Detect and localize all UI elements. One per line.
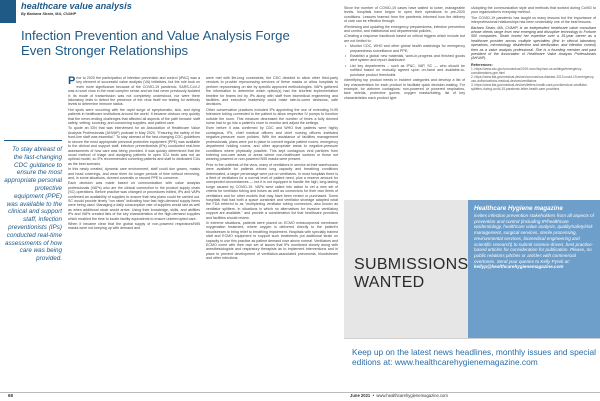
paragraph: When it became clear that the global supply of non-powered respirators/N95 masks were not keeping up with demand and bbox=[68, 222, 200, 231]
paragraph: •Identifying top product needs in incident categories and develop a list of key characteristics for each product to facilitate quick decision-making. For example, for airborne contagions: non-powered or powered respirators, face shields, protective gowns, oxygen masks/tubing, list of key characteristics each product type bbox=[344, 78, 465, 100]
paragraph: were met with life-long constraints, the CDC decided to allow other third-party vendors to provide reprocessing services of these masks or allow hospitals to perform reprocessing on site by specific approved methodologies. VAPs gathered the information to determine which option(s) had the shortest implementation timeline for teams led by IPs along with staff from biomedical engineering and facilities, and executive leadership could make rate-to-come decisions, safe decisions. bbox=[206, 76, 338, 107]
pull-quote: To stay abreast of the fast-changing CDC guidance to ensure the most appropriate personal protective equipment (PPE) was available to the clinical and support staff, infection preventionists (IPs) conducted real-time assessments of how care was being provided. bbox=[4, 146, 62, 263]
paragraph: In extreme situations, patients were placed on ECMO extracorporeal membrane oxygenation treatment, where oxygen is delivered directly to the patient's bloodstream to bring relief to breathing impairment. Hospitals with specially trained staff and ECMO equipment to support such treatments put additional strain on capacity to use this practice as patient demand rose above normal. Ventilators and ECMO come with their own set of issues that IPs monitored closely along with anesthesiologists and respiratory therapists as to implement interventions and in place to prevent development of ventilation-associated pneumonia, bloodstream and other infections. bbox=[206, 221, 338, 261]
drop-cap: P bbox=[68, 76, 76, 87]
paragraph: •Creating a response handbook based on critical triggers which include but are not limited to: bbox=[344, 34, 465, 43]
issue-date: June 2021 bbox=[350, 393, 371, 398]
page-number: 68 bbox=[8, 393, 13, 398]
ad-magazine-name: Healthcare Hygiene magazine bbox=[474, 205, 563, 212]
paragraph: To quote an IDN that was interviewed for an Association of Healthcare Value Analysis Professionals (AHVAP) podcast in May 2020, "Ensuring the safety of the front-line staff was essential." To stay abreast of the fast-changing CDC guidelines to secure the most appropriate personal protective equipment (PPE) was available to the clinical and support staff, infection preventionists (IPs) conducted real-time assessments of how care was being provided. It was quickly determined that the usual method of triage and assigning patients to open ICU beds was not an optimal model, so IPs recommended cohorting patients and staff to dedicated CUs as the best scenario. bbox=[68, 126, 200, 166]
ad-body-text: invites infection prevention stakeholders from all aspects of prevention and control (including IP/healthcare epidemiology, healthcare value analysis, quality/safety/risk management, surgical services, sterile processing, environmental services, biomedical engineering and scientific research) to submit science-driven, best practice-based articles for consideration for publication. Please, no public relations pitches or articles with commercial overtones. Send your queries to Kelly Pyrek at: bbox=[474, 213, 595, 264]
paragraph: Even before it was confirmed by CDC and WHO that patients were highly contagious, IPs, chief medical officers and chief nursing officers instituted negative-pressure room policies. With the assistance of facilities management professionals, plans were put in place to convert regular patient rooms, emergency department holding rooms, and other appropriate areas to negative-pressure conditions where physically possible. This kept contagious viral particles from entering non-care areas or areas where non-healthcare workers or those not wearing powered or non-powered N95 masks were present. bbox=[206, 126, 338, 162]
references-title: References: bbox=[471, 62, 493, 67]
footer-issue: June 2021 • www.healthcarehygienemagazine.com bbox=[350, 393, 448, 398]
article-column-3 bbox=[344, 6, 465, 194]
paragraph: Since the number of COVID-19 cases have waited to lower, manageable levels, hospitals have begun to open their operations to pre-2020 conditions. Lessons learned from the pandemic informed how the delivery of care can be effective through: bbox=[344, 6, 465, 24]
paragraph: Each decision was made based on communication with value analysis professionals (VAPs) who are the clinical connection to the product supply chain (SC) operations. Before practice was changed or procedures edited, IPs and VAPs confirmed an availability of supplies to ensure that new plans could be carried out. SC would provide timely "run rates" indicating how fast high-demand supply items were being used. Managing a daily consumption rate of supplies would last as well as when additional stock would arrive. Using their knowledge, skills, and abilities IPs and VAPs created lists of the key characteristics of the high-demand supplies which enabled the time to locate facility equivalents to ensure uninterrupted care. bbox=[68, 181, 200, 221]
article-headline: Infection Prevention and Value Analysis Forge Even Stronger Relationships bbox=[21, 28, 290, 58]
bullet-item: • Monitor CDC, WHO and other global health watchdogs for emergency preparedness surveillance and PPE; bbox=[344, 44, 465, 53]
intro-text: rior to 2020 the participation of infection prevention and control (IPAC) was a key element of successful value analysis (VA) initiatives, but the role took on even more significance because of the COVID-19 pandemic. SARS-CoV-2 was a novel virus in the most complex sense and we had never previously isolated it; its mode of transmission was not completely understood, nor were there laboratory tests to detect the presence of the virus itself nor testing for antibody levels to determine immune status. bbox=[68, 76, 200, 107]
reference-item[interactable]: 2. https://www.fda.gov/medical-devices/coronavirus-disease-2019-covid-19-emergency-use-authorizations-medical-devices/ventilators bbox=[471, 74, 595, 83]
promo-strip-text[interactable]: Keep up on the latest news headlines, monthly issues and special editions at: www.healthcarehygienemagazine.com bbox=[352, 347, 596, 368]
paragraph: •Adopting the communication style and methods that worked during CoVID to your organization's everyday method. bbox=[471, 6, 596, 15]
article-column-1 bbox=[68, 76, 200, 378]
article-column-2 bbox=[206, 76, 338, 378]
reference-item[interactable]: 1. https://www.cdc.gov/coronavirus/2019-ncov/hcp/non-us-settings/emergency-considerations-ppe.html bbox=[471, 66, 583, 75]
ad-blue-panel bbox=[468, 200, 600, 338]
paragraph: The COVID-19 pandemic has taught us many lessons but the importance of interprofessional relationships has been undeniably one of the best lessons. bbox=[471, 15, 596, 25]
author-bio: Barbara Strain, MA, CVAHP, is an independent healthcare value consultant whose clients range from new emerging and disruptive technology to Fortune 500 companies. Strain honed her expertise over a 35-year career as a healthcare provider across multiple specialties (first in clinical laboratory operations, microbiology, disinfection and sterilization, and infection control) then as a value analysis professional. She is a founding member and past president of the Association of Healthcare Value Analysis Professionals (AHVAP). bbox=[471, 25, 596, 61]
footer-rule bbox=[0, 392, 600, 393]
column-header-bar bbox=[0, 0, 16, 23]
paragraph: Other conservation practices included IPs appointing the use of extending N-95 tolerance tubing connected to the patient to allow respective IV pumps to function outside the room. This measure decreased the number of times a fully donned nurse had to go into a patient's room to monitor and adjust the settings. bbox=[206, 107, 338, 126]
paragraph: •Reviewing and updating the emergency preparedness, infection prevention and control, and institutional and departmental policies, bbox=[344, 24, 465, 34]
pull-quote-rule bbox=[4, 140, 62, 141]
ad-contact-email[interactable]: kellyp@healthcarehygienemagazine.com bbox=[474, 264, 564, 270]
byline: By Barbara Strain, MA, CVAHP bbox=[21, 12, 77, 16]
paragraph: Prior to the outbreak of the virus, many of ventilators in service at their warehouses were available for patients whose lung capacity and breathing conditions deteriorated, a larger percentage were put on ventilators. In most hospitals there is a fleet of ventilators for a normal level of patient need, plus a reserve amount for unexpected circumstances — but it is not equipped to handle the high, long-lasting surge caused by COVID-19. VAPs were called into action to vet a new set of criteria for ventilator tubing and hoses as well as connectors for their own fleets of ventilators and for other models that may have been rented or purchased. Some hospitals that had both a space constraint and ventilator shortage adapted what the FDA referred to as "multiplexing ventilator tubing connectors, also known as ventilator splitters, in situations in which no alternatives for invasive ventilatory support are available," and provide a consideration list that healthcare providers and facilities should review. bbox=[206, 162, 338, 220]
paragraph: Hot spots were occurring with the rapid surge of symptomatic, sick, and dying patients in healthcare institutions around the world. It became obvious very quickly that the never-ending challenges that affected all aspects of the path forward: staff safety, vetting, sourcing, and conserving supplies, and patient care. bbox=[68, 107, 200, 126]
footer-site[interactable]: www.healthcarehygienemagazine.com bbox=[376, 393, 448, 398]
article-column-4 bbox=[471, 6, 596, 194]
column-title: healthcare value analysis bbox=[21, 1, 132, 11]
reference-item[interactable]: 3. https://www.fda.gov/medical-devices/letters-health-care-providers/use-ventilator-splitters-during-covid-19-pandemic-letter-health-care-providers bbox=[471, 82, 588, 91]
bullet-item: • List key departments – such as IP&C, VAP, SC — who should be notified based on mutually agreed upon on-hand and available-to-purchase product thresholds bbox=[344, 64, 465, 77]
paragraph-intro bbox=[68, 76, 200, 107]
paragraph: In this newly created, dynamic care environment, staff could don gowns, masks and head coverings, and wear them for longer periods of time without removing, and, in some situations, donned coveralls or reused PPE to conserve. bbox=[68, 167, 200, 180]
ad-submissions-title: SUBMISSIONS WANTED bbox=[354, 256, 469, 291]
bullet-item: • Establish a global new materials, work-in-progress and finished goods alert system and report dashboard bbox=[344, 54, 465, 63]
